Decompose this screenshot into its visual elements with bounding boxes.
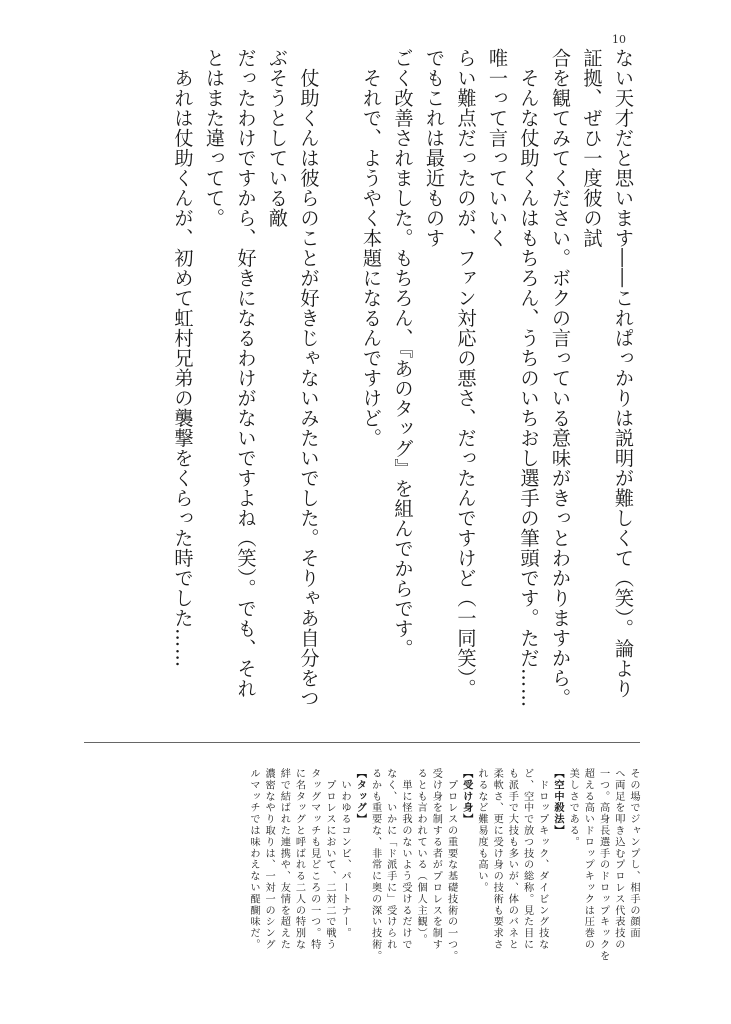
page-number: 10 xyxy=(612,33,626,46)
note-heading: 【タッグ】 xyxy=(354,768,367,825)
note-line: なく、いかに「ド派手に」受けられ xyxy=(384,768,396,951)
note-line: プロレスの重要な基礎技術の一つ。 xyxy=(445,768,457,962)
footnotes xyxy=(81,768,641,1004)
main-line: あれは仗助くんが、初めて虹村兄弟の襲撃をくらった時でした…… xyxy=(171,48,195,668)
note-heading: 【空中殺法】 xyxy=(551,768,564,837)
note-line: 濃密なやり取りは、一対一のシング xyxy=(263,768,275,951)
note-line: 超える高いドロップキックは圧巻の xyxy=(582,768,594,951)
main-text xyxy=(119,48,639,718)
note-line: 受け身を制する者がプロレスを制す xyxy=(430,768,442,951)
note-line: 単に怪我のないよう受けるだけで xyxy=(399,768,411,951)
note-line: るとも言われている（個人主観）。 xyxy=(415,768,427,946)
note-line: ど、空中で放つ技の総称。見た目に xyxy=(521,768,533,951)
note-line: その場でジャンプし、相手の顔面 xyxy=(628,768,639,939)
note-line: 美しさである。 xyxy=(567,768,579,848)
note-line: れるなど難易度も高い。 xyxy=(475,768,487,894)
note-line: 絆で結ばれた連携や、友情を超えた xyxy=(278,768,290,951)
main-line: 仗助くんは彼らのことが好きじゃないみたいでした。そりゃあ自分をつぶそうとしている敵 xyxy=(266,48,321,708)
main-line: そんな仗助くんはもちろん、うちのいちおし選手の筆頭です。ただ……唯一って言っていいく xyxy=(486,48,541,708)
note-line: へ両足を叩き込むプロレス代表技の xyxy=(612,768,624,951)
note-line: 一つ。高身長選手のドロップキックを xyxy=(597,768,609,962)
note-heading: 【受け身】 xyxy=(460,768,473,825)
main-line: らい難点だったのが、ファン対応の悪さ、だったんですけど（一同笑）。でもこれは最近ものす xyxy=(423,48,478,699)
note-line: いわゆるコンビ、パートナー。 xyxy=(339,768,351,939)
main-line: だったわけですから、好きになるわけがないですよね（笑）。でも、それとはまた違ってて。 xyxy=(203,48,258,699)
note-line: プロレスにおいて、二対二で戦う xyxy=(323,768,335,951)
main-line: ごく改善されました。もちろん、『あのタッグ』を組んでからです。 xyxy=(391,48,415,659)
note-line: 柔軟さ、更に受け身の技術も要求さ xyxy=(491,768,503,951)
note-line: ルマッチでは味わえない醍醐味だ。 xyxy=(247,768,259,951)
note-line: に名タッグと呼ばれる二人の特別な xyxy=(293,768,305,951)
main-line: ない天才だと思います――これぱっかりは説明が難しくて（笑）。論より証拠、ぜひ一度彼の試 xyxy=(580,48,635,699)
note-line: も派手で大技も多いが、体のバネと xyxy=(506,768,518,951)
divider xyxy=(84,742,640,743)
note-line: るかも重要な、非常に奥の深い技術。 xyxy=(369,768,381,962)
note-line: ドロップキック、ダイビング技な xyxy=(536,768,548,951)
note-line: タッグマッチも見どころの一つ。特 xyxy=(308,768,320,951)
main-line: それで、ようやく本題になるんですけど。 xyxy=(360,48,383,448)
main-line: 合を観てみてください。ボクの言っている意味がきっとわかりますから。 xyxy=(549,48,572,708)
